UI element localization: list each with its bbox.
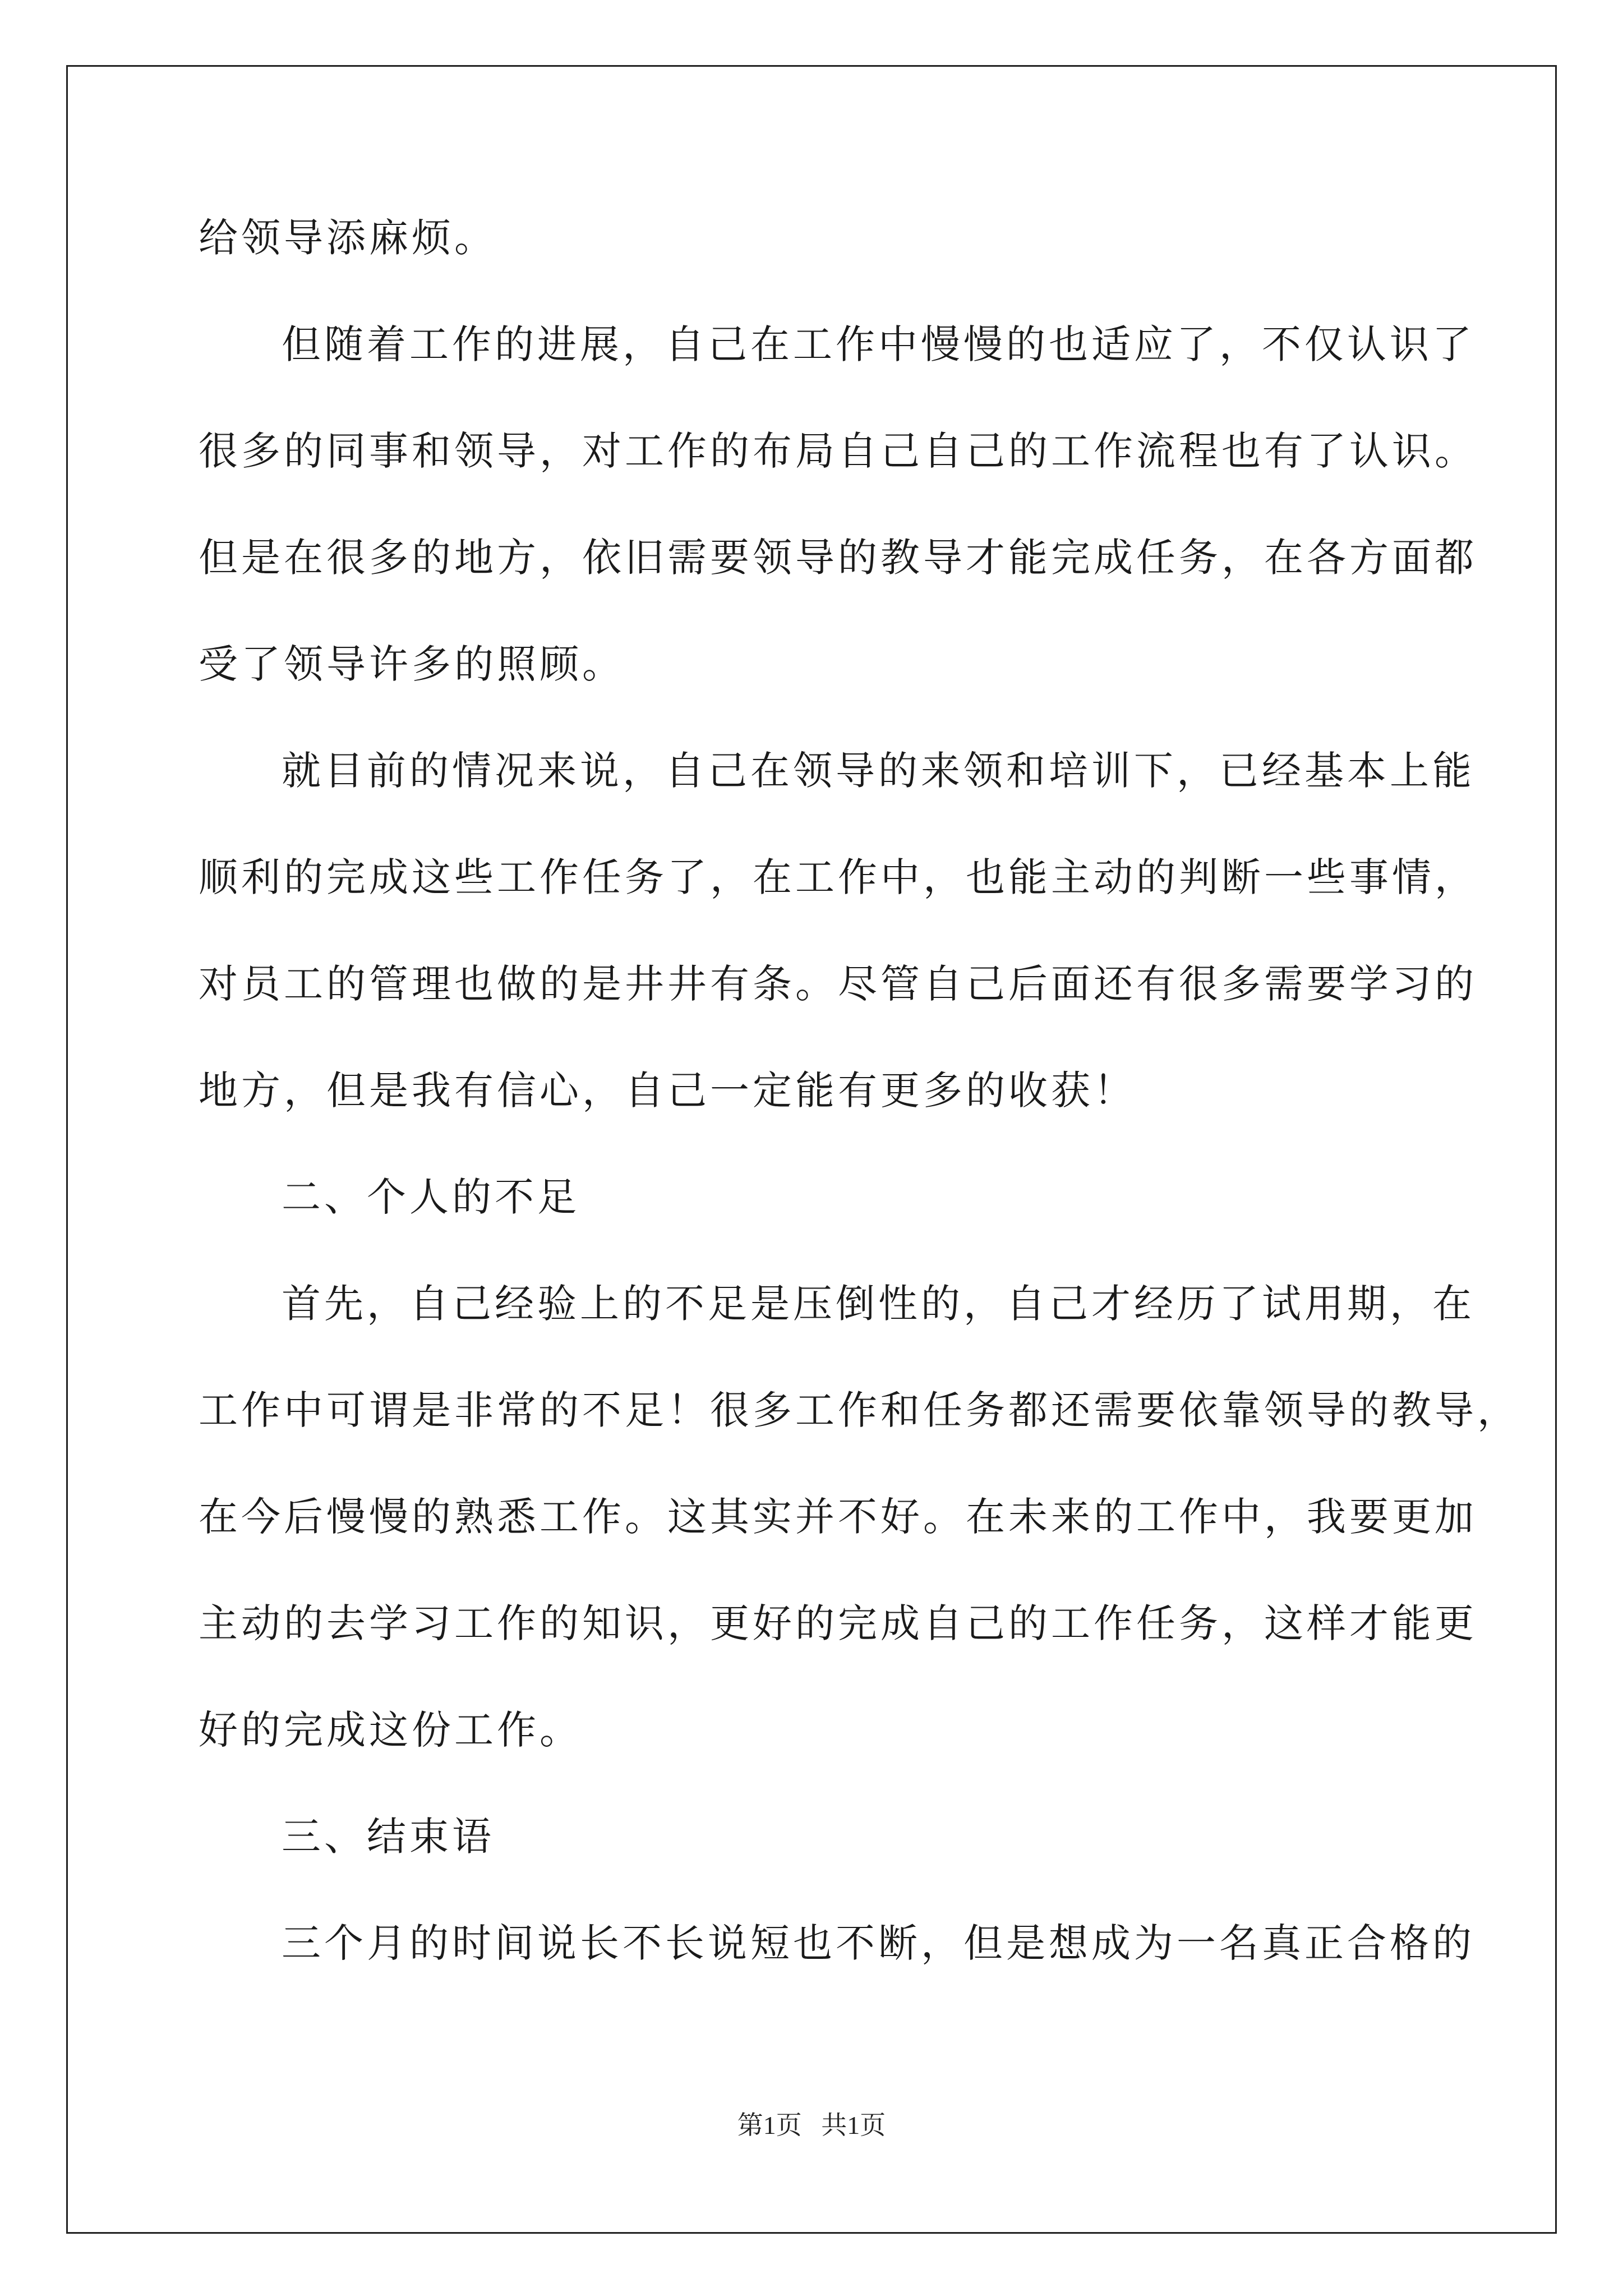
text-line: 给领导添麻烦。 <box>199 215 497 261</box>
document-body <box>199 215 1520 2030</box>
text-line: 在今后慢慢的熟悉工作。这其实并不好。在未来的工作中，我要更加 <box>199 1494 1477 1540</box>
paragraph-start-line: 首先，自己经验上的不足是压倒性的，自己才经历了试用期，在 <box>282 1281 1475 1327</box>
paragraph-start-line: 就目前的情况来说，自己在领导的来领和培训下，已经基本上能 <box>282 748 1475 794</box>
text-line: 顺利的完成这些工作任务了，在工作中，也能主动的判断一些事情， <box>199 854 1477 900</box>
text-line: 但是在很多的地方，依旧需要领导的教导才能完成任务，在各方面都 <box>199 535 1477 581</box>
page-footer: 第1页 共1页 <box>737 2111 886 2139</box>
text-line: 受了领导许多的照顾。 <box>199 641 625 687</box>
paragraph-start-line: 三个月的时间说长不长说短也不断，但是想成为一名真正合格的 <box>282 1920 1475 1966</box>
text-line: 地方，但是我有信心，自己一定能有更多的收获！ <box>199 1068 1136 1114</box>
text-line: 对员工的管理也做的是井井有条。尽管自己后面还有很多需要学习的 <box>199 961 1477 1007</box>
text-line: 主动的去学习工作的知识，更好的完成自己的工作任务，这样才能更 <box>199 1600 1477 1646</box>
text-line: 工作中可谓是非常的不足！很多工作和任务都还需要依靠领导的教导， <box>199 1387 1520 1433</box>
text-line: 好的完成这份工作。 <box>199 1707 582 1753</box>
text-line: 很多的同事和领导，对工作的布局自己自己的工作流程也有了认识。 <box>199 428 1477 474</box>
paragraph-start-line: 但随着工作的进展，自己在工作中慢慢的也适应了，不仅认识了 <box>282 321 1475 367</box>
section-heading: 二、个人的不足 <box>282 1174 580 1220</box>
section-heading: 三、结束语 <box>282 1814 495 1860</box>
